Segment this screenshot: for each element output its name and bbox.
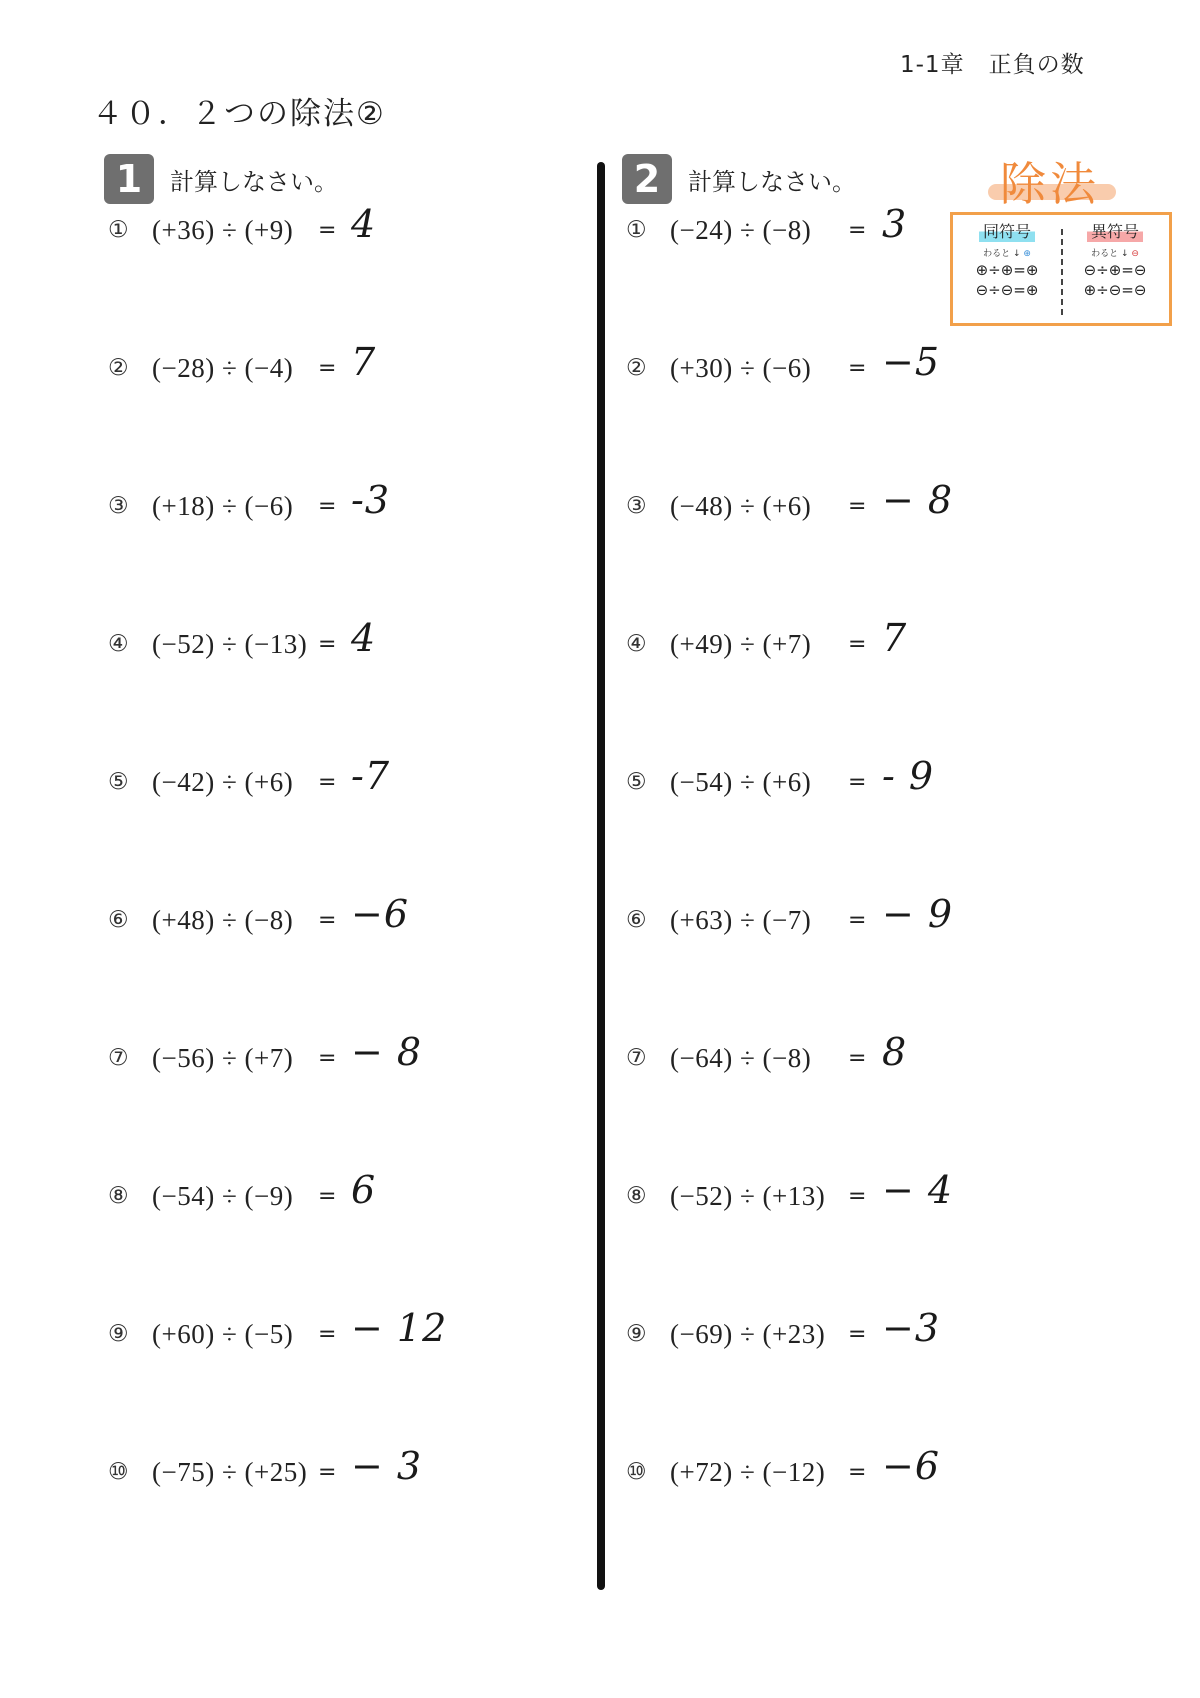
- problem-expression: (−64) ÷ (−8): [670, 1042, 812, 1073]
- problem-number: ⑩: [626, 1459, 647, 1485]
- problem-number: ⑨: [108, 1321, 129, 1347]
- handwritten-answer: -3: [351, 478, 391, 522]
- problem-expression: (+63) ÷ (−7): [670, 904, 812, 935]
- problem-expression: (−75) ÷ (+25): [152, 1456, 308, 1487]
- problem-row: [626, 202, 908, 255]
- problem-row: [108, 754, 391, 807]
- worksheet-title: ４０．２つの除法②: [92, 96, 386, 132]
- equals-sign: =: [318, 493, 337, 519]
- problem-row: [626, 1306, 941, 1359]
- section-2-instruction: 計算しなさい。: [688, 167, 856, 196]
- problem-expression: (+18) ÷ (−6): [152, 490, 294, 521]
- problem-number: ⑩: [108, 1459, 129, 1485]
- same-sign-rule-2: ⊖÷⊖=⊕: [975, 281, 1039, 299]
- handwritten-answer: − 8: [351, 1030, 423, 1074]
- problem-expression: (−54) ÷ (−9): [152, 1180, 294, 1211]
- handwritten-answer: 7: [351, 340, 377, 384]
- equals-sign: =: [318, 1183, 337, 1209]
- problem-number: ②: [626, 355, 647, 381]
- problem-number: ⑤: [108, 769, 129, 795]
- equals-sign: =: [318, 1045, 337, 1071]
- problem-number: ④: [108, 631, 129, 657]
- problem-expression: (+72) ÷ (−12): [670, 1456, 826, 1487]
- problem-number: ⑥: [626, 907, 647, 933]
- same-sign-column: [957, 219, 1057, 299]
- down-arrow-icon: ↓: [1120, 249, 1129, 259]
- handwritten-answer: 3: [882, 202, 908, 246]
- diff-sign-rule-2: ⊕÷⊖=⊖: [1083, 281, 1147, 299]
- diff-sign-note: わると: [1091, 249, 1119, 259]
- equals-sign: =: [848, 631, 867, 657]
- problem-expression: (−52) ÷ (−13): [152, 628, 308, 659]
- division-sign-rules-box: [950, 212, 1172, 326]
- equals-sign: =: [848, 217, 867, 243]
- problem-expression: (−56) ÷ (+7): [152, 1042, 294, 1073]
- problem-row: [108, 340, 377, 393]
- same-sign-label: 同符号: [979, 219, 1035, 242]
- diff-sign-label: 異符号: [1087, 219, 1143, 242]
- problem-number: ②: [108, 355, 129, 381]
- problem-expression: (−54) ÷ (+6): [670, 766, 812, 797]
- problem-row: [626, 340, 941, 393]
- same-sign-rule-1: ⊕÷⊕=⊕: [975, 261, 1039, 279]
- problem-expression: (+60) ÷ (−5): [152, 1318, 294, 1349]
- handwritten-answer: 7: [882, 616, 908, 660]
- handwritten-answer: − 8: [882, 478, 954, 522]
- handwritten-answer: −5: [882, 340, 941, 384]
- problem-expression: (+30) ÷ (−6): [670, 352, 812, 383]
- down-arrow-icon: ↓: [1012, 249, 1021, 259]
- equals-sign: =: [318, 631, 337, 657]
- problem-expression: (+49) ÷ (+7): [670, 628, 812, 659]
- problem-number: ①: [108, 217, 129, 243]
- diff-sign-column: [1065, 219, 1165, 299]
- problem-row: [108, 1030, 423, 1083]
- equals-sign: =: [318, 355, 337, 381]
- problem-expression: (−48) ÷ (+6): [670, 490, 812, 521]
- problem-row: [108, 1168, 377, 1221]
- equals-sign: =: [318, 769, 337, 795]
- equals-sign: =: [318, 217, 337, 243]
- handwritten-answer: − 4: [882, 1168, 954, 1212]
- problem-expression: (−24) ÷ (−8): [670, 214, 812, 245]
- problem-row: [108, 202, 377, 255]
- problem-row: [108, 616, 377, 669]
- problem-number: ⑧: [108, 1183, 129, 1209]
- plus-result-icon: ⊕: [1023, 249, 1031, 259]
- problem-row: [626, 1444, 941, 1497]
- same-sign-note: わると: [983, 249, 1011, 259]
- handwritten-answer: − 9: [882, 892, 954, 936]
- problem-number: ⑦: [108, 1045, 129, 1071]
- problem-number: ⑧: [626, 1183, 647, 1209]
- handwritten-answer: −3: [882, 1306, 941, 1350]
- problem-number: ⑤: [626, 769, 647, 795]
- problem-row: [108, 1306, 448, 1359]
- equals-sign: =: [318, 1459, 337, 1485]
- equals-sign: =: [848, 1321, 867, 1347]
- equals-sign: =: [848, 907, 867, 933]
- problem-number: ⑨: [626, 1321, 647, 1347]
- equals-sign: =: [848, 1183, 867, 1209]
- handwritten-answer: −6: [882, 1444, 941, 1488]
- column-divider: [597, 162, 605, 1590]
- problem-expression: (−42) ÷ (+6): [152, 766, 294, 797]
- problem-expression: (−28) ÷ (−4): [152, 352, 294, 383]
- problem-expression: (−69) ÷ (+23): [670, 1318, 826, 1349]
- legend-separator: [1061, 229, 1063, 315]
- minus-result-icon: ⊖: [1131, 249, 1139, 259]
- problem-number: ①: [626, 217, 647, 243]
- problem-row: [626, 1030, 908, 1083]
- handwritten-answer: −6: [351, 892, 410, 936]
- equals-sign: =: [318, 907, 337, 933]
- equals-sign: =: [318, 1321, 337, 1347]
- section-2-badge: 2: [622, 154, 672, 204]
- equals-sign: =: [848, 1459, 867, 1485]
- diff-sign-rule-1: ⊖÷⊕=⊖: [1083, 261, 1147, 279]
- problem-row: [626, 892, 954, 945]
- problem-number: ⑦: [626, 1045, 647, 1071]
- problem-number: ⑥: [108, 907, 129, 933]
- handwritten-answer: 6: [351, 1168, 377, 1212]
- legend-title: 除法: [1000, 157, 1100, 211]
- problem-row: [626, 754, 935, 807]
- chapter-label: 1-1章 正負の数: [900, 52, 1085, 78]
- problem-row: [626, 616, 908, 669]
- handwritten-answer: -7: [351, 754, 391, 798]
- problem-row: [108, 478, 391, 531]
- handwritten-answer: − 12: [351, 1306, 448, 1350]
- problem-row: [626, 478, 954, 531]
- section-1-header: [104, 154, 338, 204]
- handwritten-answer: 4: [351, 616, 377, 660]
- handwritten-answer: − 3: [351, 1444, 423, 1488]
- handwritten-answer: - 9: [882, 754, 935, 798]
- section-2-header: [622, 154, 856, 204]
- problem-number: ③: [626, 493, 647, 519]
- problem-row: [108, 892, 410, 945]
- problem-number: ④: [626, 631, 647, 657]
- equals-sign: =: [848, 493, 867, 519]
- problem-row: [626, 1168, 954, 1221]
- section-1-badge: 1: [104, 154, 154, 204]
- handwritten-answer: 4: [351, 202, 377, 246]
- handwritten-answer: 8: [882, 1030, 908, 1074]
- problem-expression: (−52) ÷ (+13): [670, 1180, 826, 1211]
- equals-sign: =: [848, 769, 867, 795]
- section-1-instruction: 計算しなさい。: [170, 167, 338, 196]
- problem-number: ③: [108, 493, 129, 519]
- problem-expression: (+48) ÷ (−8): [152, 904, 294, 935]
- problem-row: [108, 1444, 423, 1497]
- equals-sign: =: [848, 1045, 867, 1071]
- problem-expression: (+36) ÷ (+9): [152, 214, 294, 245]
- equals-sign: =: [848, 355, 867, 381]
